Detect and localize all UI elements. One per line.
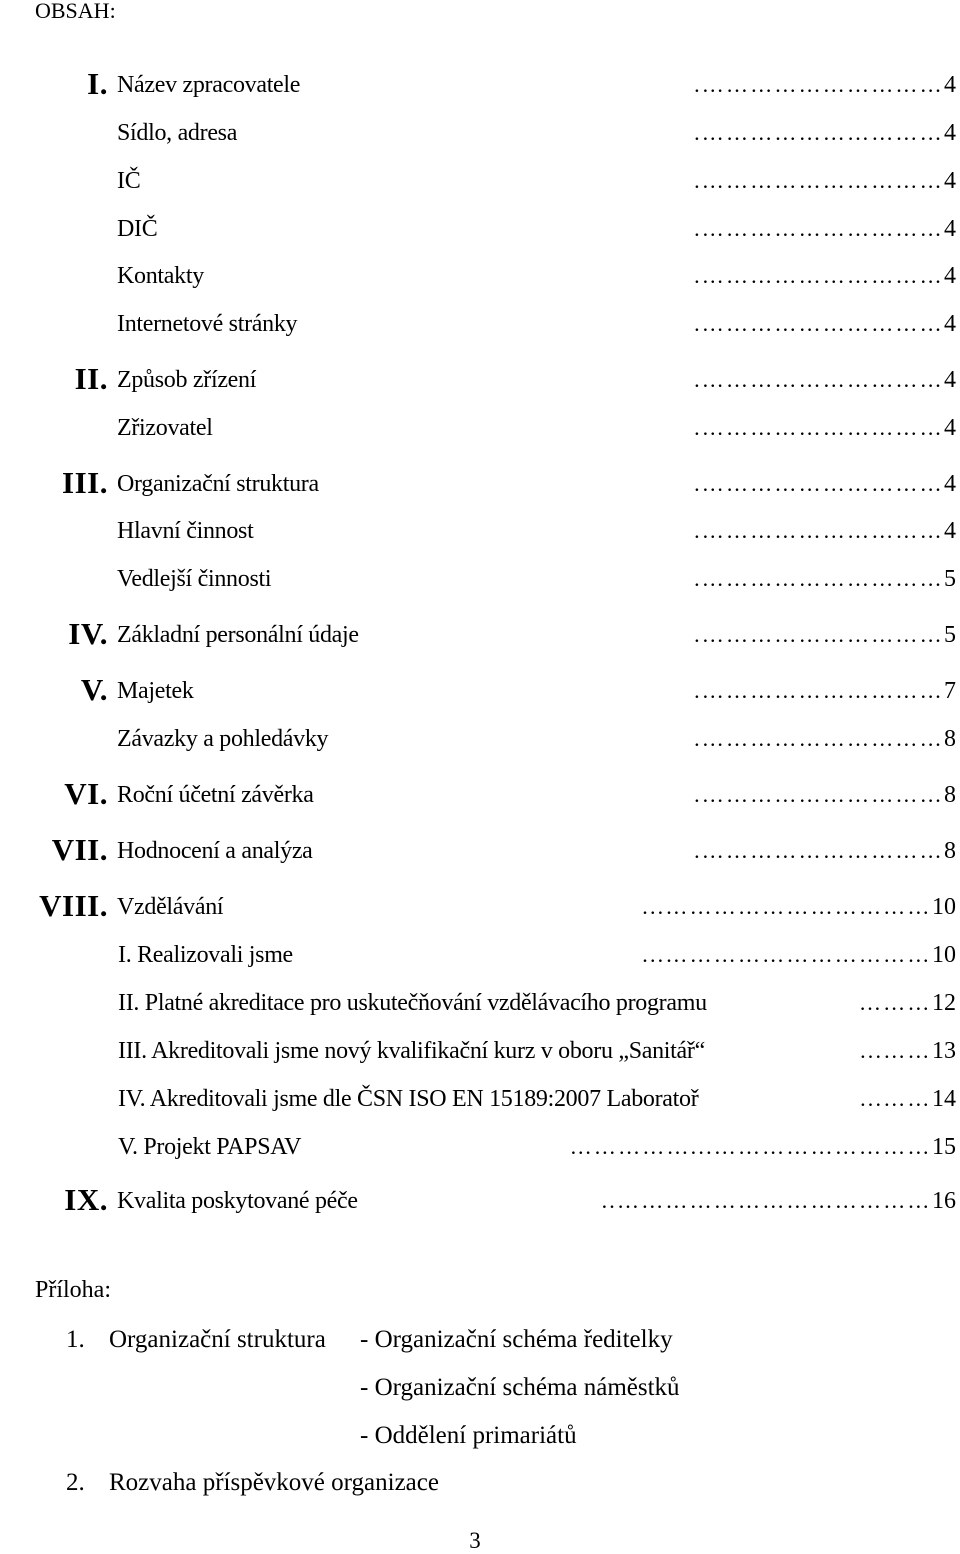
annex-1-sub-3: - Oddělení primariátů xyxy=(360,1422,577,1449)
toc-entry-page: 8 xyxy=(944,838,956,864)
toc-dot-leader: …………………………. xyxy=(694,838,944,863)
toc-entry xyxy=(0,211,960,245)
toc-entry-label: Název zpracovatele xyxy=(117,72,301,98)
toc-entry-page: 10 xyxy=(932,942,956,968)
toc-entry xyxy=(0,1081,960,1115)
toc-dot-leader: …………………………. xyxy=(694,726,944,751)
toc-entry-label: II. Platné akreditace pro uskutečňování vzdělávacího programu xyxy=(118,990,707,1016)
toc-entry-label: DIČ xyxy=(117,216,158,242)
toc-entry-label: Roční účetní závěrka xyxy=(117,782,314,808)
toc-dot-leader: …………………………. xyxy=(694,518,944,543)
toc-entry-label: Majetek xyxy=(117,678,194,704)
page-footer xyxy=(0,1528,960,1554)
toc-entry-page: 8 xyxy=(944,782,956,808)
toc-entry-page: 4 xyxy=(944,518,956,544)
toc-entry xyxy=(0,561,960,595)
annex-1-label: Organizační struktura xyxy=(109,1326,326,1353)
toc-entry xyxy=(0,889,960,923)
toc-dot-leader: ……… xyxy=(858,990,932,1015)
toc-entry-label: Vedlejší činnosti xyxy=(117,566,272,592)
toc-entry-label: Kontakty xyxy=(117,263,204,289)
toc-entry-page: 4 xyxy=(944,415,956,441)
toc-entry-page: 12 xyxy=(932,990,956,1016)
toc-entry-number: I. xyxy=(87,66,108,101)
toc-entry-label: Zřizovatel xyxy=(117,415,213,441)
toc-dot-leader: …………………………. xyxy=(694,471,944,496)
toc-entry-label: V. Projekt PAPSAV xyxy=(118,1134,302,1160)
toc-entry-label: Internetové stránky xyxy=(117,311,298,337)
toc-dot-leader: ……………………………... xyxy=(642,894,932,919)
toc-entry-number: IV. xyxy=(68,616,108,651)
toc-entry-label: I. Realizovali jsme xyxy=(118,942,293,968)
toc-entry-page: 4 xyxy=(944,471,956,497)
toc-dot-leader: …………………………. xyxy=(694,782,944,807)
toc-entry-page: 4 xyxy=(944,367,956,393)
toc-entry-page: 13 xyxy=(932,1038,956,1064)
toc-entry-page: 4 xyxy=(944,216,956,242)
toc-dot-leader: …………………………. xyxy=(694,622,944,647)
annex-2-label: Rozvaha příspěvkové organizace xyxy=(109,1469,439,1496)
toc-dot-leader: …………………………. xyxy=(694,678,944,703)
toc-entry-number: IX. xyxy=(64,1182,108,1217)
toc-entry xyxy=(0,306,960,340)
toc-entry xyxy=(0,673,960,707)
annex-1-sub-2: - Organizační schéma náměstků xyxy=(360,1374,680,1401)
toc-entry-page: 5 xyxy=(944,622,956,648)
toc-entry-label: IV. Akreditovali jsme dle ČSN ISO EN 15189:2007 Laboratoř xyxy=(118,1086,699,1112)
toc-dot-leader: …………………………. xyxy=(694,415,944,440)
toc-entry-number: III. xyxy=(62,465,108,500)
toc-entry-label: IČ xyxy=(117,168,141,194)
toc-entry xyxy=(0,163,960,197)
toc-entry xyxy=(0,115,960,149)
toc-entry-page: 4 xyxy=(944,311,956,337)
toc-dot-leader: …………………………. xyxy=(694,263,944,288)
toc-entry-label: Hodnocení a analýza xyxy=(117,838,313,864)
toc-dot-leader: …………………………. xyxy=(694,72,944,97)
toc-entry-page: 14 xyxy=(932,1086,956,1112)
toc-entry-page: 4 xyxy=(944,168,956,194)
toc-entry-label: Hlavní činnost xyxy=(117,518,254,544)
toc-dot-leader: …………………………. xyxy=(694,216,944,241)
toc-entry-page: 16 xyxy=(932,1188,956,1214)
toc-entry xyxy=(0,466,960,500)
toc-dot-leader: ……... xyxy=(860,1086,932,1111)
toc-entry-label: Kvalita poskytované péče xyxy=(117,1188,358,1214)
annex-1-number: 1. xyxy=(66,1326,85,1353)
toc-entry-label: Způsob zřízení xyxy=(117,367,257,393)
toc-entry xyxy=(0,985,960,1019)
toc-entry-label: Závazky a pohledávky xyxy=(117,726,329,752)
toc-entry-number: II. xyxy=(74,361,108,396)
toc-entry xyxy=(0,721,960,755)
toc-entry-page: 4 xyxy=(944,72,956,98)
toc-entry xyxy=(0,777,960,811)
toc-dot-leader: ……………………………... xyxy=(642,942,932,967)
toc-entry-label: Organizační struktura xyxy=(117,471,319,497)
toc-entry-page: 10 xyxy=(932,894,956,920)
toc-entry-label: Sídlo, adresa xyxy=(117,120,238,146)
toc-entry-number: VII. xyxy=(51,832,108,867)
toc-entry xyxy=(0,67,960,101)
toc-entry-number: VIII. xyxy=(39,888,108,923)
toc-dot-leader: …………………………. xyxy=(694,311,944,336)
toc-dot-leader: ………………………...…………… xyxy=(569,1134,932,1159)
toc-dot-leader: ……... xyxy=(860,1038,932,1063)
toc-entry xyxy=(0,937,960,971)
toc-entry-page: 15 xyxy=(932,1134,956,1160)
toc-entry xyxy=(0,833,960,867)
toc-entry-page: 4 xyxy=(944,263,956,289)
toc-heading: OBSAH: xyxy=(35,0,116,23)
toc-dot-leader: …………………………. xyxy=(694,566,944,591)
toc-entry xyxy=(0,410,960,444)
toc-entry xyxy=(0,513,960,547)
toc-entry xyxy=(0,1183,960,1217)
toc-entry xyxy=(0,362,960,396)
toc-entry-page: 4 xyxy=(944,120,956,146)
annex-1-sub-1: - Organizační schéma ředitelky xyxy=(360,1326,673,1353)
toc-entry-label: Vzdělávání xyxy=(117,894,224,920)
toc-entry-number: V. xyxy=(80,672,108,707)
annex-2-number: 2. xyxy=(66,1469,85,1496)
toc-dot-leader: …………………………. xyxy=(694,120,944,145)
toc-entry-page: 5 xyxy=(944,566,956,592)
annex-title: Příloha: xyxy=(35,1277,111,1303)
toc-dot-leader: ………………………………….. xyxy=(601,1188,932,1213)
toc-entry xyxy=(0,1129,960,1163)
toc-entry-label: Základní personální údaje xyxy=(117,622,359,648)
toc-entry-page: 8 xyxy=(944,726,956,752)
toc-dot-leader: …………………………. xyxy=(694,367,944,392)
toc-entry xyxy=(0,1033,960,1067)
toc-entry-number: VI. xyxy=(64,776,108,811)
toc-entry-label: III. Akreditovali jsme nový kvalifikační kurz v oboru „Sanitář“ xyxy=(118,1038,705,1064)
toc-entry xyxy=(0,258,960,292)
toc-entry-page: 7 xyxy=(944,678,956,704)
toc-entry xyxy=(0,617,960,651)
toc-dot-leader: …………………………. xyxy=(694,168,944,193)
page-number: 3 xyxy=(469,1528,481,1553)
